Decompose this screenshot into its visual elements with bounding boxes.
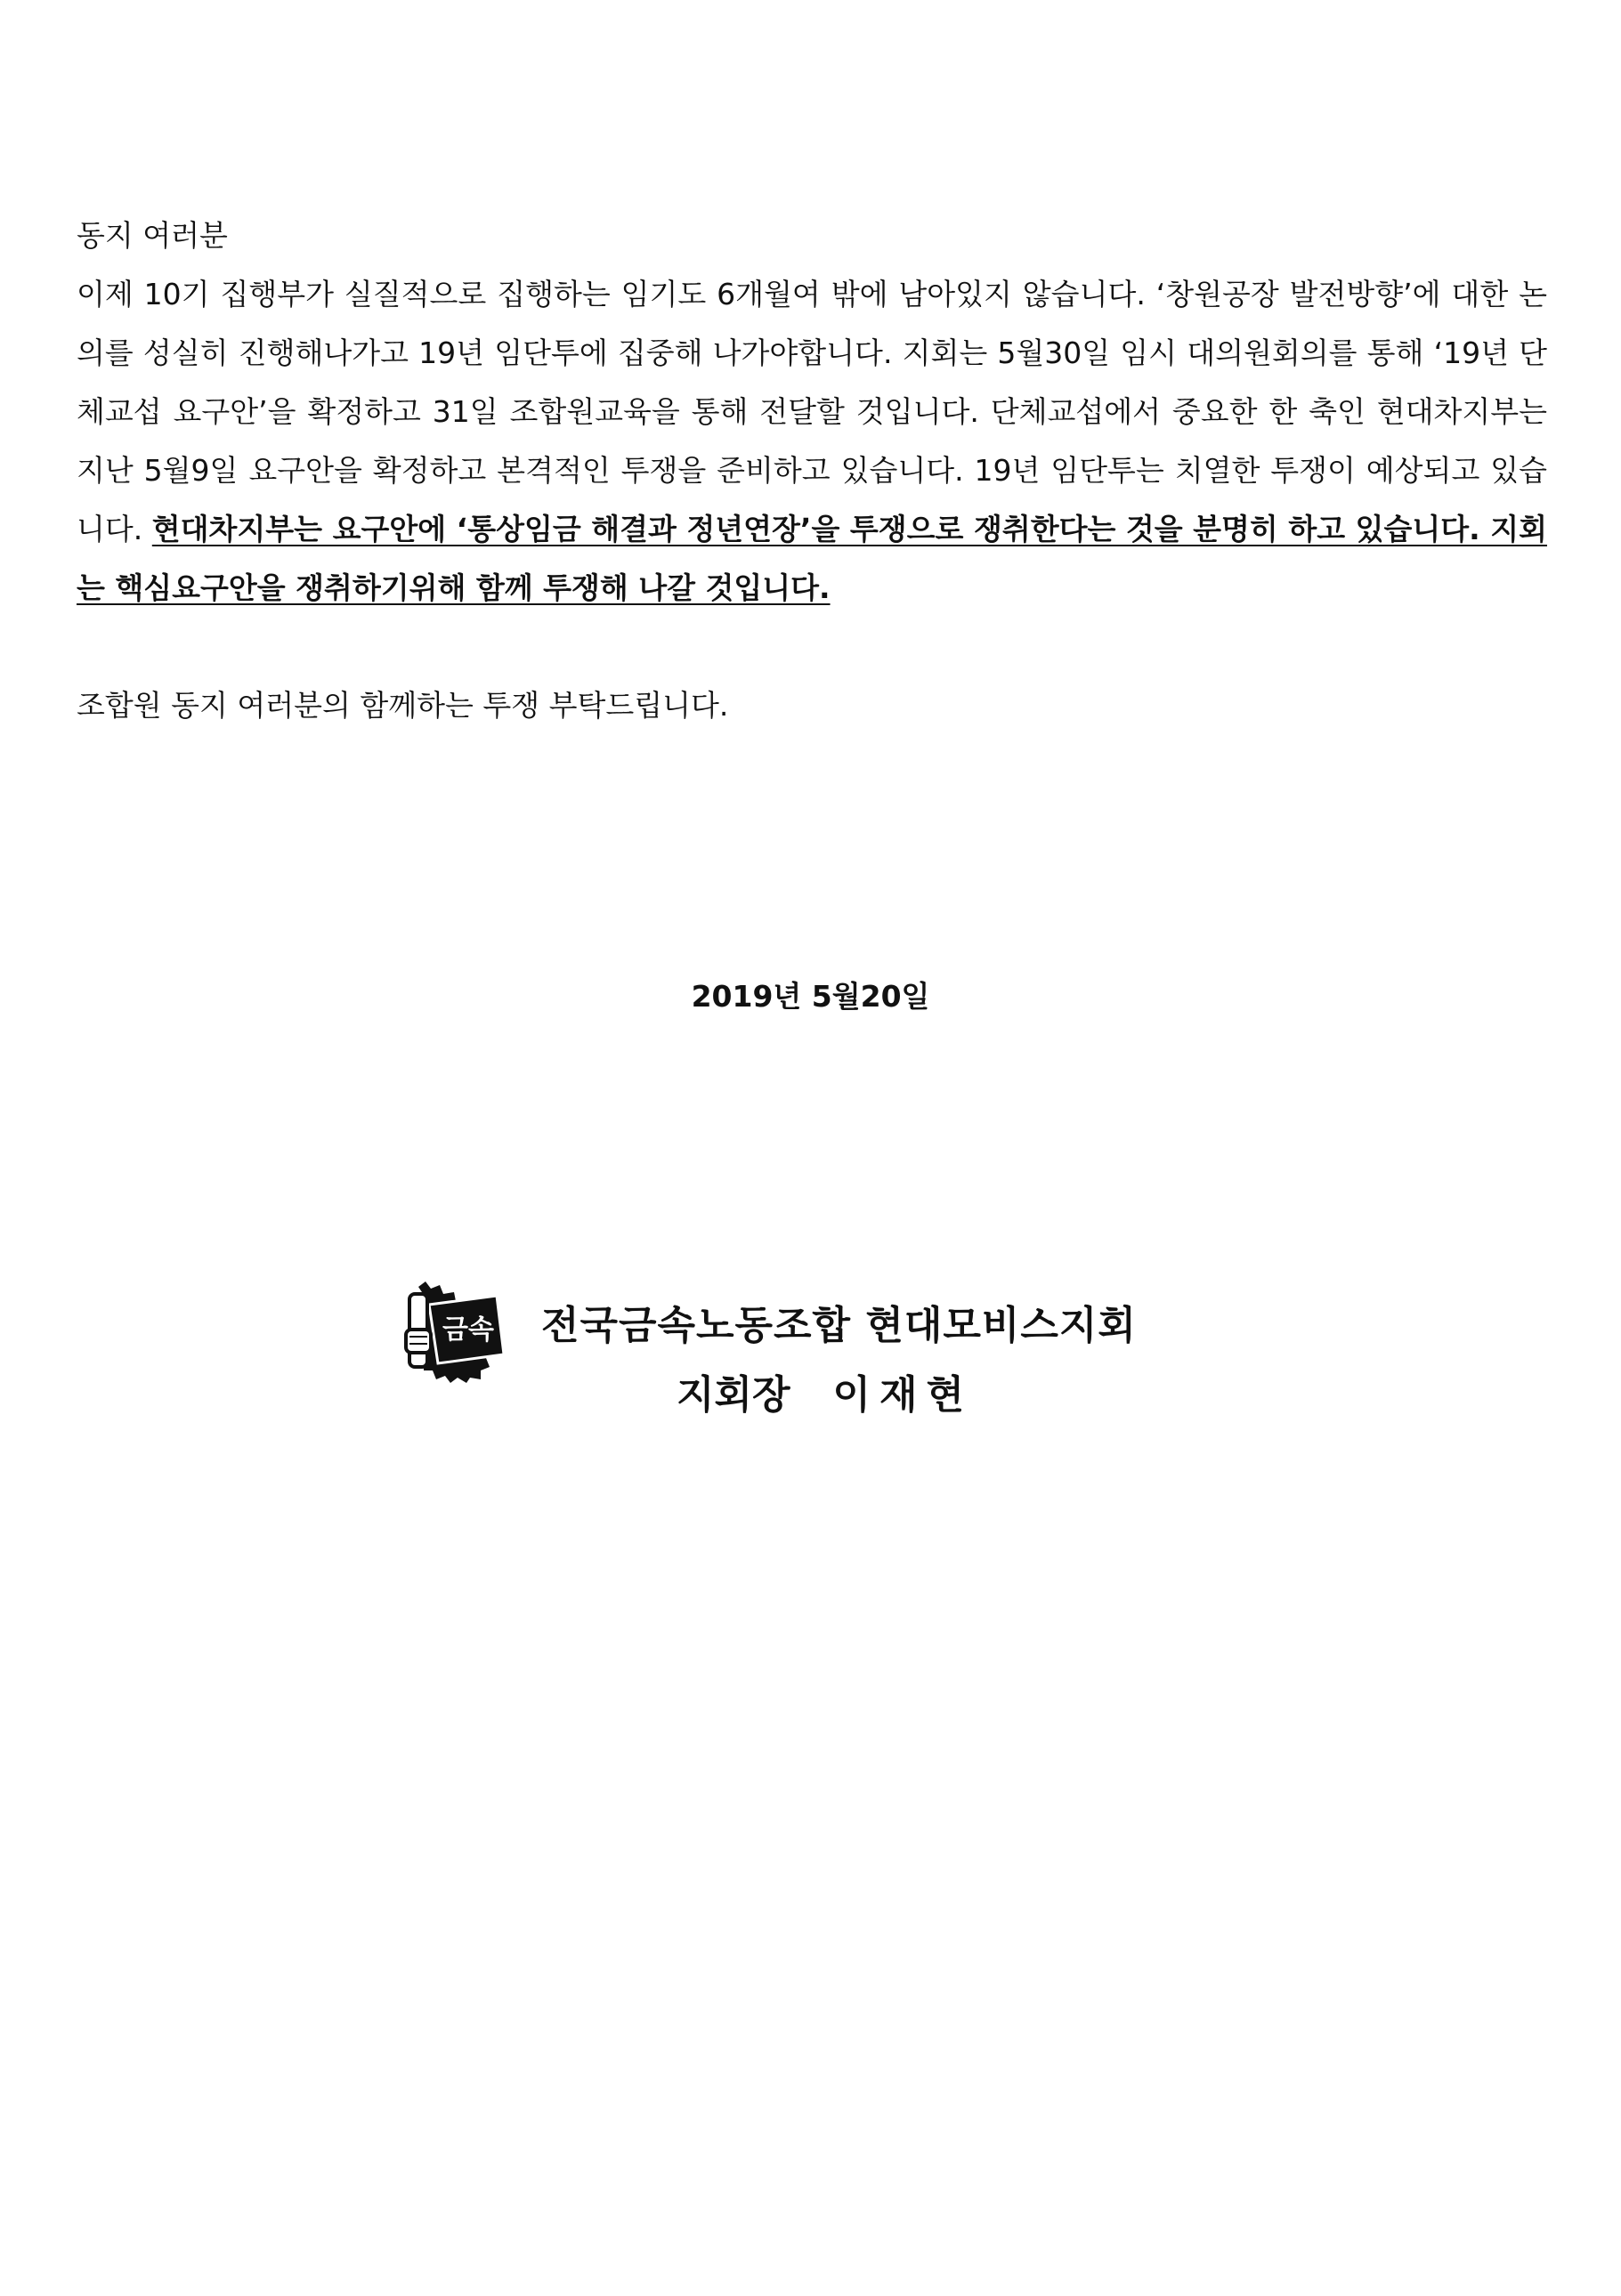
organization-name: 전국금속노동조합 현대모비스지회 — [541, 1303, 1137, 1348]
union-emblem-icon — [399, 1278, 510, 1383]
signatory-title: 지회장 — [677, 1372, 790, 1418]
greeting: 동지 여러분 — [77, 218, 228, 253]
paragraph-emphasis-text: 현대차지부는 요구안에 ‘통상임금 해결과 정년연장’을 투쟁으로 쟁취한다는 것을 분명히 하고 있습니다. 지회는 핵심요구안을 쟁취하기위해 함께 투쟁해 나갈 것입니다. — [77, 512, 1547, 605]
logo-text: 금속 — [442, 1314, 494, 1346]
paragraph-plain-text: 이제 10기 집행부가 실질적으로 집행하는 임기도 6개월여 밖에 남아있지 않습니다. ‘창원공장 발전방향’에 대한 논의를 성실히 진행해나가고 19년 임단투에 집중해 나가야합니다. 지회는 5월30일 임시 대의원회의를 통해 ‘19년 단체교섭 요구안’을 확정하고 31일 조합원교육을 통해 전달할 것입니다. 단체교섭에서 중요한 한 축인 현대차지부는 지난 5월9일 요구안을 확정하고 본격적인 투쟁을 준비하고 있습니다. 19년 임단투는 치열한 투쟁이 예상되고 있습니다. — [77, 277, 1547, 546]
signatory-name: 이재현 — [832, 1372, 974, 1418]
closing-line: 조합원 동지 여러분의 함께하는 투쟁 부탁드립니다. — [77, 688, 729, 723]
main-paragraph — [77, 265, 1547, 618]
letter-date: 2019년 5월20일 — [691, 979, 930, 1014]
signatory-line — [677, 1370, 973, 1420]
letter-body — [77, 206, 1547, 735]
signature-block — [399, 1271, 1200, 1431]
